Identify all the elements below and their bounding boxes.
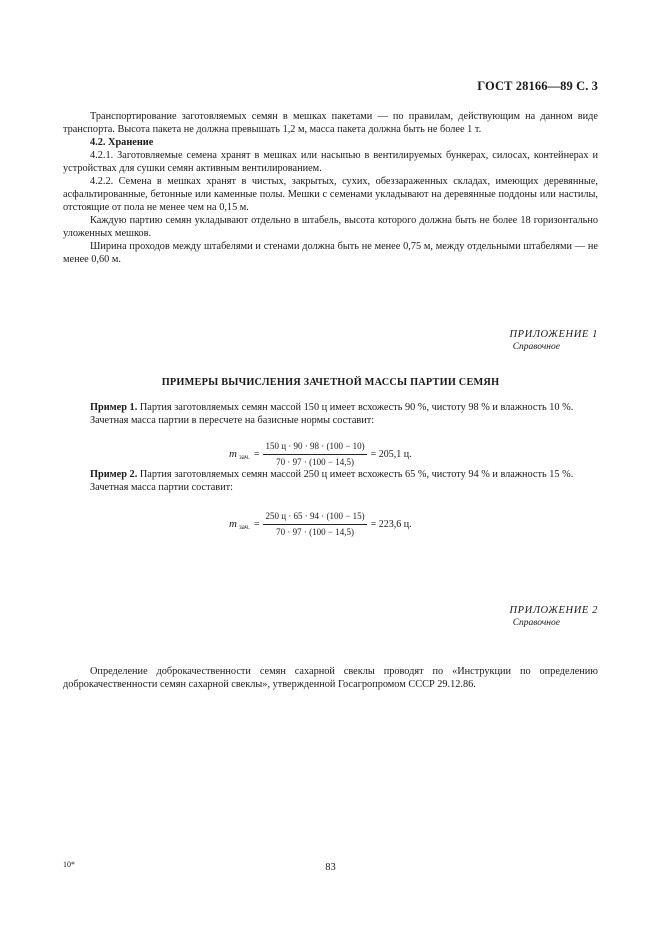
document-header: ГОСТ 28166—89 С. 3 bbox=[477, 79, 598, 93]
example-2-intro: Зачетная масса партии составит: bbox=[90, 482, 234, 493]
example-2-label: Пример 2. bbox=[90, 469, 138, 480]
formula-1-numerator: 150 ц · 90 · 98 · (100 − 10) bbox=[263, 440, 366, 455]
appendix-1-label: ПРИЛОЖЕНИЕ 1 bbox=[509, 329, 598, 340]
formula-2-fraction bbox=[263, 510, 366, 539]
section-4-text bbox=[63, 110, 598, 266]
paragraph-stack: Каждую партию семян укладывают отдельно в штабель, высота которого должна быть не более 18 горизонтально уложенных мешков. bbox=[63, 215, 598, 239]
formula-2-subscript: зач. bbox=[238, 523, 250, 531]
example-2-body: Партия заготовляемых семян массой 250 ц имеет всхожесть 65 %, чистоту 94 % и влажность 15 %. bbox=[137, 469, 574, 480]
example-1-body: Партия заготовляемых семян массой 150 ц имеет всхожесть 90 %, чистоту 98 % и влажность 10 %. bbox=[137, 402, 574, 413]
appendix-1-title: ПРИМЕРЫ ВЫЧИСЛЕНИЯ ЗАЧЕТНОЙ МАССЫ ПАРТИИ СЕМЯН bbox=[161, 377, 500, 388]
formula-2 bbox=[229, 510, 412, 539]
example-1-text bbox=[63, 401, 598, 414]
page-number: 83 bbox=[325, 862, 336, 873]
formula-1-symbol: m bbox=[229, 448, 237, 460]
paragraph-4-2-1: 4.2.1. Заготовляемые семена хранят в мешках или насыпью в вентилируемых бункерах, силосах, контейнерах и устройствах для сушки семян активным вентилированием. bbox=[63, 150, 598, 174]
paragraph-4-2-2: 4.2.2. Семена в мешках хранят в чистых, закрытых, сухих, обеззараженных складах, имеющих деревянные, асфальтированные, бетонные или каменные полы. Мешки с семенами укладывают на деревянные поддоны или настилы, отстоящие от пола не менее чем на 0,15 м. bbox=[63, 176, 598, 213]
appendix-2-label: ПРИЛОЖЕНИЕ 2 bbox=[509, 605, 598, 616]
example-1 bbox=[63, 401, 598, 427]
example-1-intro: Зачетная масса партии в пересчете на базисные нормы составит: bbox=[90, 415, 375, 426]
paragraph-passages: Ширина проходов между штабелями и стенами должна быть не менее 0,75 м, между отдельными штабелями — не менее 0,60 м. bbox=[63, 241, 598, 265]
formula-2-numerator: 250 ц · 65 · 94 · (100 − 15) bbox=[263, 510, 366, 525]
appendix-1-caption bbox=[509, 328, 598, 354]
signature-mark: 10* bbox=[63, 860, 75, 869]
formula-2-eq: = bbox=[253, 519, 260, 530]
appendix-2-type: Справочное bbox=[512, 618, 560, 628]
heading-storage: 4.2. Хранение bbox=[90, 137, 154, 148]
example-1-label: Пример 1. bbox=[90, 402, 138, 413]
appendix-2-caption bbox=[509, 604, 598, 630]
formula-1-result: = 205,1 ц. bbox=[370, 449, 412, 460]
formula-2-result: = 223,6 ц. bbox=[370, 519, 412, 530]
formula-1 bbox=[229, 440, 412, 469]
example-2-text bbox=[63, 468, 598, 481]
formula-1-eq: = bbox=[253, 449, 260, 460]
formula-2-symbol: m bbox=[229, 518, 237, 530]
appendix-2-text: Определение доброкачественности семян сахарной свеклы проводят по «Инструкции по определению доброкачественности семян сахарной свеклы», утвержденной Госагропромом СССР 29.12.86. bbox=[63, 666, 598, 690]
example-2 bbox=[63, 468, 598, 494]
appendix-2-body bbox=[63, 665, 598, 691]
paragraph-transport: Транспортирование заготовляемых семян в мешках пакетами — по правилам, действующим на данном виде транспорта. Высота пакета не должна превышать 1,2 м, масса пакета должна быть не более 1 т. bbox=[63, 111, 598, 135]
formula-2-denominator: 70 · 97 · (100 − 14,5) bbox=[276, 527, 354, 537]
formula-1-subscript: зач. bbox=[238, 453, 250, 461]
formula-1-fraction bbox=[263, 440, 366, 469]
formula-1-denominator: 70 · 97 · (100 − 14,5) bbox=[276, 457, 354, 467]
appendix-1-type: Справочное bbox=[512, 342, 560, 352]
